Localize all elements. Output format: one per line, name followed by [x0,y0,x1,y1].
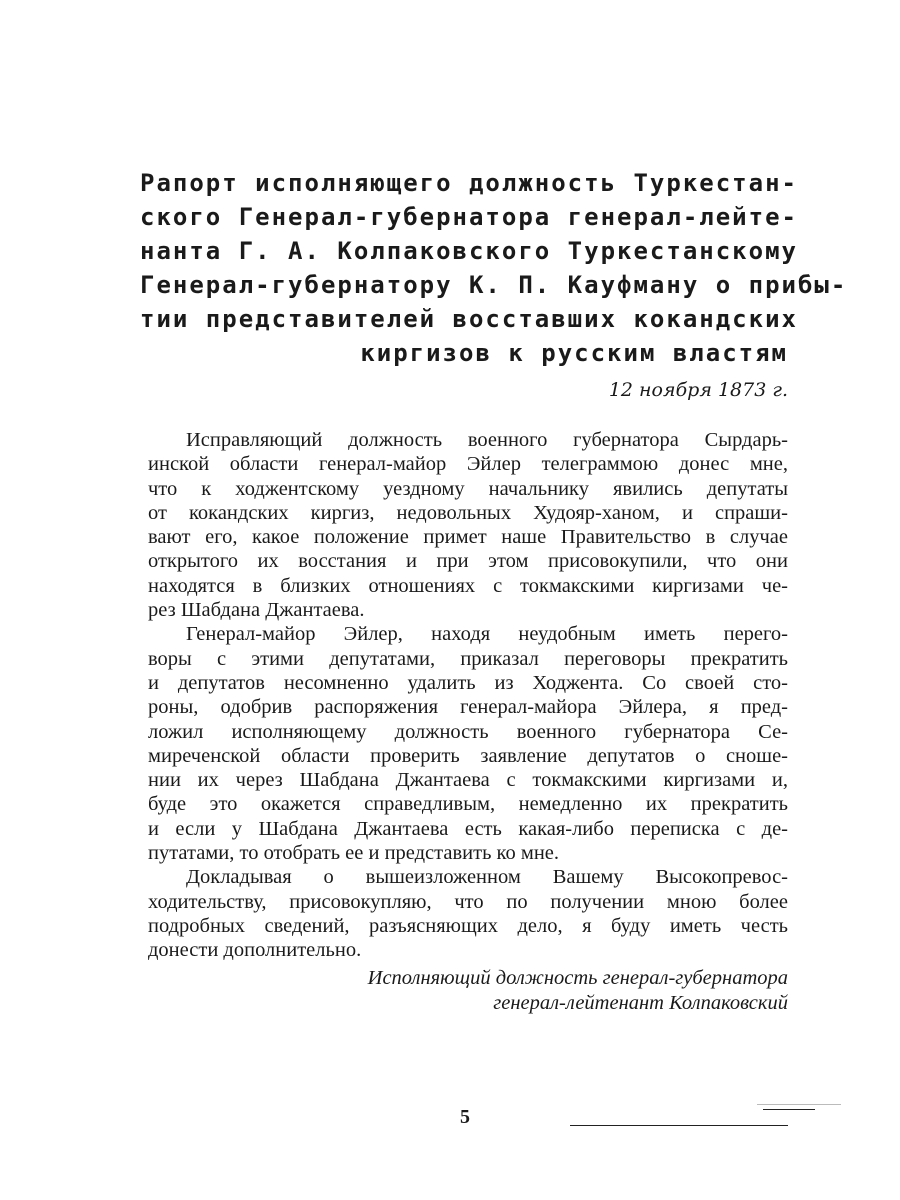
body-line: донести дополнительно. [148,939,362,962]
body-line: роны, одобрив распоряжения генерал-майора Эйлера, я пред- [148,696,788,719]
signature-line: генерал-лейтенант Колпаковский [493,992,788,1014]
title-line: Генерал-губернатору К. П. Кауфману о прибы- [140,271,848,299]
title-line: киргизов к русским властям [360,339,788,367]
page-number: 5 [460,1106,470,1128]
body-line: воры с этими депутатами, приказал переговоры прекратить [148,647,788,670]
title-line: ского Генерал-губернатора генерал-лейте- [140,203,798,231]
signature [300,966,788,1016]
body-line: буде это окажется справедливым, немедленно их прекратить [148,793,788,816]
body-line: и депутатов несомненно удалить из Ходжента. Со своей сто- [148,671,788,694]
body-line: вают его, какое положение примет наше Правительство в случае [148,526,788,549]
body-line: и если у Шабдана Джантаева есть какая-либо переписка с де- [148,817,788,840]
footer-rule [570,1125,788,1126]
title-line: Рапорт исполняющего должность Туркестан- [140,169,798,197]
body-line: рез Шабдана Джантаева. [148,599,365,622]
footer-rule-thin [757,1104,841,1105]
document-body [148,428,788,963]
body-line: ходительству, присовокупляю, что по получении мною более [148,890,788,913]
title-line: тии представителей восставших кокандских [140,305,798,333]
document-date: 12 ноября 1873 г. [608,379,788,401]
body-line: ложил исполняющему должность военного губернатора Се- [148,720,788,743]
footer-rule-short [763,1109,815,1110]
body-line: что к ходжентскому уездному начальнику явились депутаты [148,477,788,500]
body-line: Генерал-майор Эйлер, находя неудобным иметь перего- [186,623,788,646]
body-line: открытого их восстания и при этом присовокупили, что они [148,550,788,573]
body-line: Докладывая о вышеизложенном Вашему Высокопревос- [186,866,788,889]
body-line: нии их через Шабдана Джантаева с токмакскими киргизами и, [148,769,788,792]
body-line: путатами, то отобрать ее и представить ко мне. [148,842,560,865]
document-title [140,166,848,370]
body-line: инской области генерал-майор Эйлер телеграммою донес мне, [148,453,788,476]
title-line: нанта Г. А. Колпаковского Туркестанскому [140,237,798,265]
body-line: находятся в близких отношениях с токмакскими киргизами че- [148,574,788,597]
body-line: миреченской области проверить заявление депутатов о сноше- [148,744,788,767]
body-line: от кокандских киргиз, недовольных Худояр-ханом, и спраши- [148,501,788,524]
body-line: подробных сведений, разъясняющих дело, я буду иметь честь [148,914,788,937]
body-line: Исправляющий должность военного губернатора Сырдарь- [186,429,788,451]
signature-line: Исполняющий должность генерал-губернатора [367,967,788,989]
